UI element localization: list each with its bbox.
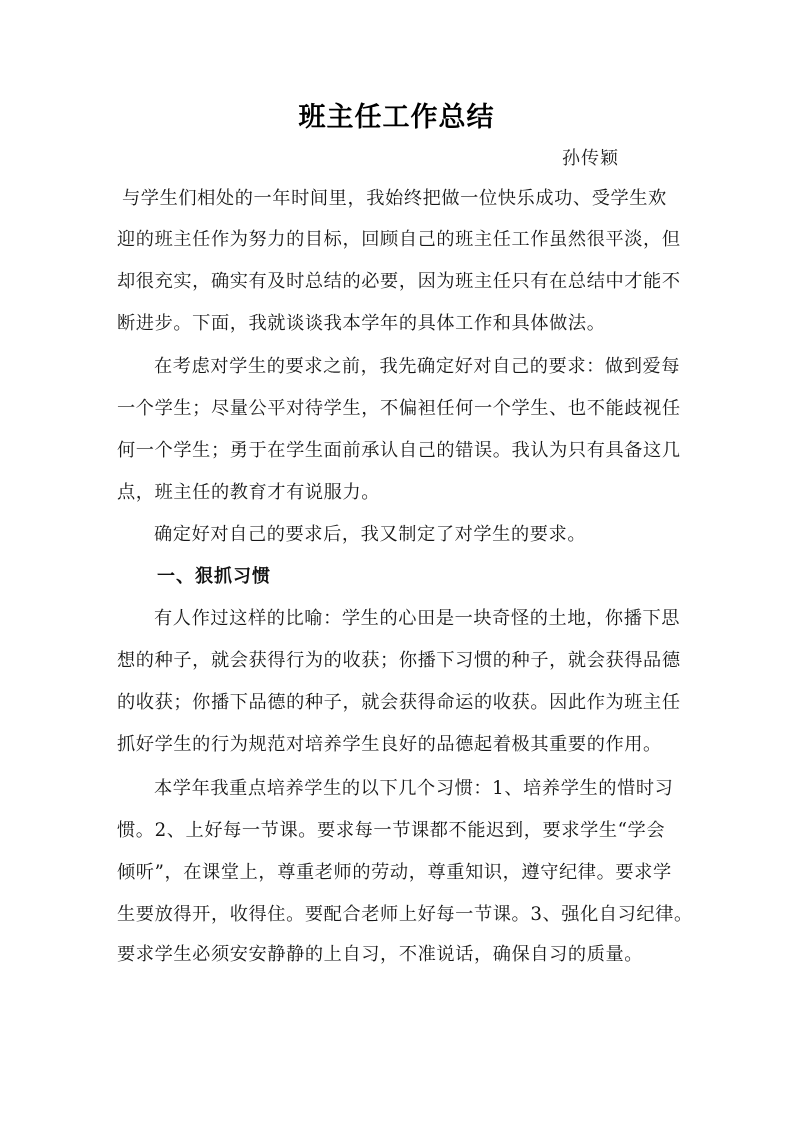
section-1-paragraph-1-line-3: 的收获；你播下品德的种子，就会获得命运的收获。因此作为班主任	[117, 692, 681, 713]
section-1-paragraph-2-line-5: 要求学生必须安安静静的上自习，不准说话，确保自习的质量。	[117, 944, 644, 965]
paragraph-1-line-4: 断进步。下面，我就谈谈我本学年的具体工作和具体做法。	[117, 313, 606, 334]
paragraph-2-line-3: 何一个学生；勇于在学生面前承认自己的错误。我认为只有具备这几	[117, 440, 681, 461]
paragraph-2-line-4: 点，班主任的教育才有说服力。	[117, 482, 381, 503]
section-1-paragraph-2-line-3: 倾听”，在课堂上，尊重老师的劳动，尊重知识，遵守纪律。要求学	[117, 862, 672, 883]
document-title: 班主任工作总结	[298, 102, 495, 133]
author-name: 孙传颖	[562, 148, 619, 169]
paragraph-1-line-2: 迎的班主任作为努力的目标，回顾自己的班主任工作虽然很平淡，但	[117, 229, 681, 250]
section-1-paragraph-2-line-4: 生要放得开，收得住。要配合老师上好每一节课。3、强化自习纪律。	[117, 904, 693, 925]
section-1-paragraph-1-line-2: 想的种子，就会获得行为的收获；你播下习惯的种子，就会获得品德	[117, 650, 681, 671]
section-1-paragraph-2-line-2: 惯。2、上好每一节课。要求每一节课都不能迟到，要求学生“学会	[117, 820, 666, 841]
paragraph-2-line-1: 在考虑对学生的要求之前，我先确定好对自己的要求：做到爱每	[154, 356, 681, 377]
section-1-paragraph-2-line-1: 本学年我重点培养学生的以下几个习惯：1、培养学生的惜时习	[154, 778, 674, 799]
section-1-paragraph-1-line-1: 有人作过这样的比喻：学生的心田是一块奇怪的土地，你播下思	[154, 608, 681, 629]
section-1-paragraph-1-line-4: 抓好学生的行为规范对培养学生良好的品德起着极其重要的作用。	[117, 734, 662, 755]
paragraph-1-line-3: 却很充实，确实有及时总结的必要，因为班主任只有在总结中才能不	[117, 271, 681, 292]
paragraph-2-line-2: 一个学生；尽量公平对待学生，不偏袒任何一个学生、也不能歧视任	[117, 398, 681, 419]
section-1-heading: 一、狠抓习惯	[157, 566, 271, 587]
paragraph-3-line-1: 确定好对自己的要求后，我又制定了对学生的要求。	[154, 524, 587, 545]
paragraph-1-line-1: 与学生们相处的一年时间里，我始终把做一位快乐成功、受学生欢	[122, 188, 667, 209]
